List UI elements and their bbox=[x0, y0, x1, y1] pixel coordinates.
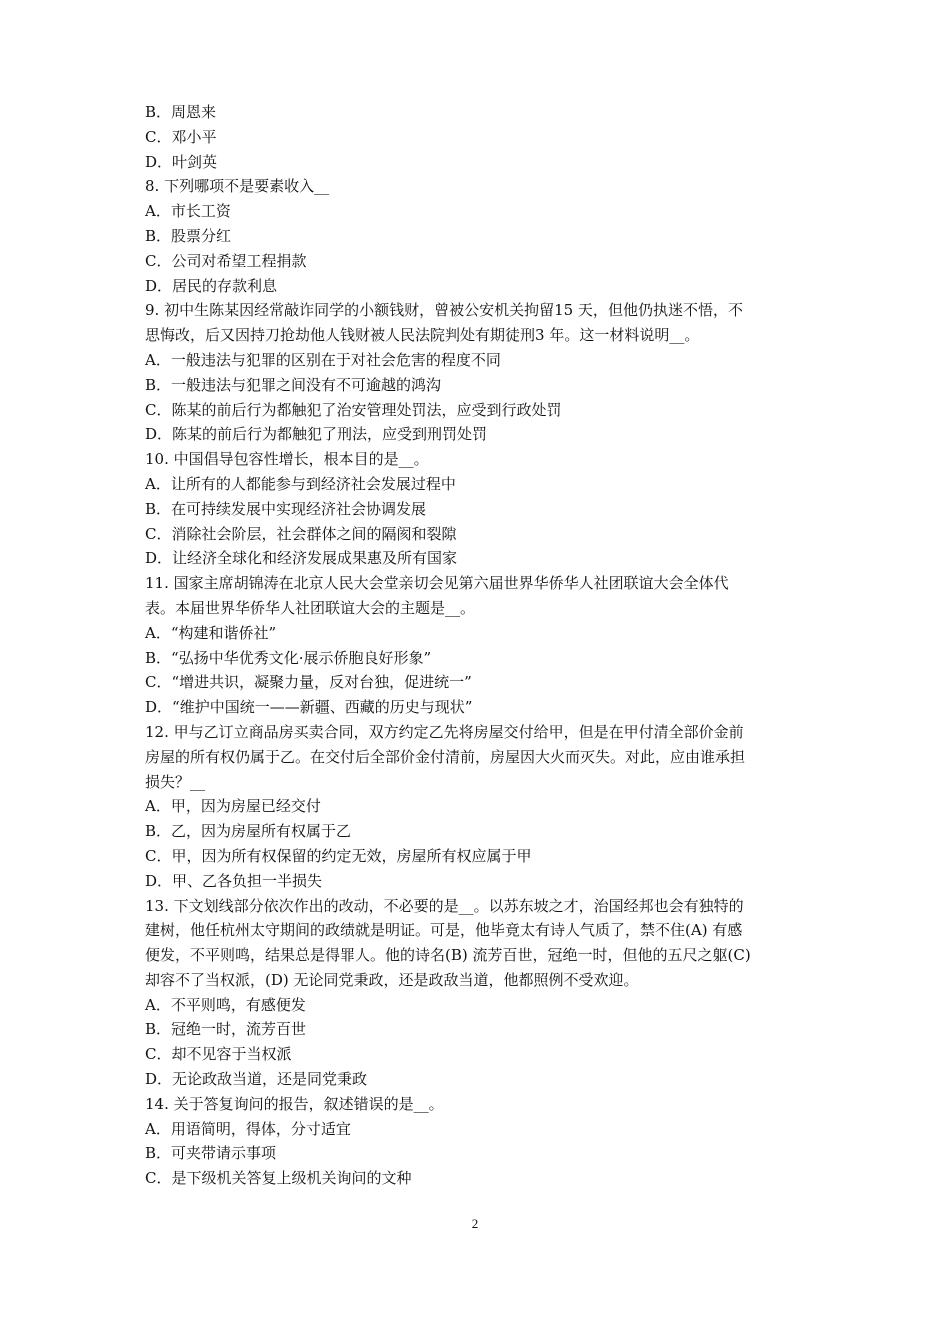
question-line: 8. 下列哪项不是要素收入__ bbox=[145, 177, 330, 196]
page-content bbox=[145, 100, 825, 1191]
question-line: 建树，他任杭州太守期间的政绩就是明证。可是，他毕竟太有诗人气质了，禁不住(A) 有感 bbox=[145, 921, 743, 940]
option-line: B．周恩来 bbox=[145, 103, 217, 121]
question-line: 思悔改，后又因持刀抢劫他人钱财被人民法院判处有期徒刑3 年。这一材料说明__。 bbox=[145, 326, 700, 345]
option-line: D．“维护中国统一——新疆、西藏的历史与现状” bbox=[145, 698, 473, 717]
option-line: C．是下级机关答复上级机关询问的文种 bbox=[145, 1169, 412, 1188]
option-line: A．不平则鸣，有感便发 bbox=[145, 995, 306, 1014]
question-line: 表。本届世界华侨华人社团联谊大会的主题是__。 bbox=[145, 598, 476, 617]
option-line: C．却不见容于当权派 bbox=[145, 1045, 292, 1064]
option-line: B．乙，因为房屋所有权属于乙 bbox=[145, 822, 352, 841]
option-line: D．居民的存款利息 bbox=[145, 276, 278, 295]
option-line: C．邓小平 bbox=[145, 127, 217, 146]
question-line: 11. 国家主席胡锦涛在北京人民大会堂亲切会见第六届世界华侨华人社团联谊大会全体代 bbox=[145, 574, 729, 593]
option-line: B．冠绝一时，流芳百世 bbox=[145, 1020, 307, 1039]
option-line: B．可夹带请示事项 bbox=[145, 1144, 277, 1163]
question-line: 12. 甲与乙订立商品房买卖合同，双方约定乙先将房屋交付给甲，但是在甲付清全部价金前 bbox=[145, 722, 744, 741]
question-line: 13. 下文划线部分依次作出的改动，不必要的是__。以苏东坡之才，治国经邦也会有独特的 bbox=[145, 896, 744, 915]
option-line: C．陈某的前后行为都触犯了治安管理处罚法，应受到行政处罚 bbox=[145, 400, 562, 419]
question-line: 却容不了当权派，(D) 无论同党秉政，还是政敌当道，他都照例不受欢迎。 bbox=[145, 970, 639, 989]
option-line: C．甲，因为所有权保留的约定无效，房屋所有权应属于甲 bbox=[145, 846, 532, 865]
option-line: D．无论政敌当道，还是同党秉政 bbox=[145, 1070, 368, 1089]
page-number: 2 bbox=[471, 1216, 479, 1231]
option-line: D．叶剑英 bbox=[145, 152, 218, 171]
option-line: A．甲，因为房屋已经交付 bbox=[145, 797, 321, 816]
question-line: 10. 中国倡导包容性增长，根本目的是__。 bbox=[145, 450, 429, 469]
option-line: A．“构建和谐侨社” bbox=[145, 623, 277, 642]
option-line: A．一般违法与犯罪的区别在于对社会危害的程度不同 bbox=[145, 350, 501, 369]
option-line: D．陈某的前后行为都触犯了刑法，应受到刑罚处罚 bbox=[145, 425, 488, 444]
question-line: 9. 初中生陈某因经常敲诈同学的小额钱财，曾被公安机关拘留15 天，但他仍执迷不悟，不 bbox=[145, 301, 743, 320]
question-line: 14. 关于答复询问的报告，叙述错误的是__。 bbox=[145, 1094, 444, 1113]
option-line: B．“弘扬中华优秀文化·展示侨胞良好形象” bbox=[145, 648, 432, 667]
option-line: C．消除社会阶层，社会群体之间的隔阂和裂隙 bbox=[145, 524, 457, 543]
question-line: 便发，不平则鸣，结果总是得罪人。他的诗名(B) 流芳百世，冠绝一时，但他的五尺之躯(C) bbox=[145, 946, 751, 965]
question-line: 房屋的所有权仍属于乙。在交付后全部价金付清前，房屋因大火而灭失。对此，应由谁承担 bbox=[145, 747, 746, 766]
option-line: A．用语简明，得体，分寸适宜 bbox=[145, 1119, 351, 1138]
option-line: C．公司对希望工程捐款 bbox=[145, 251, 307, 270]
option-line: B．在可持续发展中实现经济社会协调发展 bbox=[145, 499, 427, 518]
option-line: D．甲、乙各负担一半损失 bbox=[145, 871, 323, 890]
option-line: C．“增进共识，凝聚力量，反对台独，促进统一” bbox=[145, 673, 472, 692]
question-line: 损失？__ bbox=[145, 772, 206, 791]
option-line: B．股票分红 bbox=[145, 226, 232, 245]
option-line: A．让所有的人都能参与到经济社会发展过程中 bbox=[145, 474, 456, 493]
option-line: B．一般违法与犯罪之间没有不可逾越的鸿沟 bbox=[145, 375, 442, 394]
option-line: A．市长工资 bbox=[145, 202, 231, 221]
option-line: D．让经济全球化和经济发展成果惠及所有国家 bbox=[145, 549, 458, 568]
